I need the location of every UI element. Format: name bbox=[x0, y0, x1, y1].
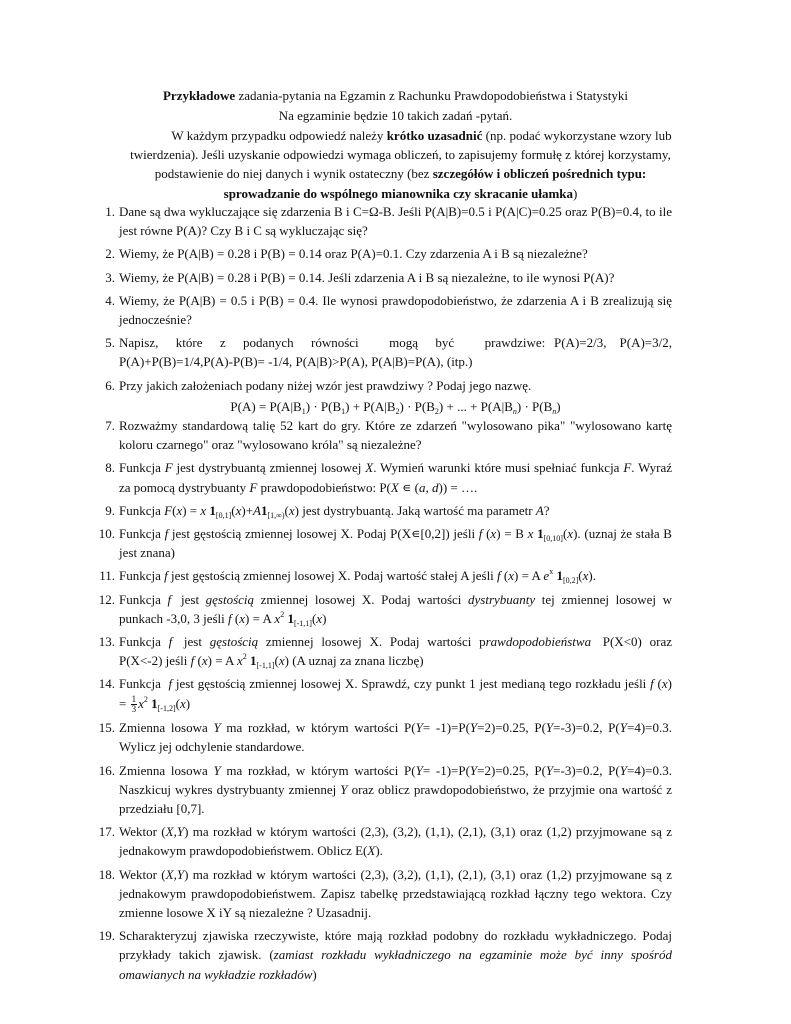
title-rest: zadania-pytania na Egzamin z Rachunku Prawdopodobieństwa i Statystyki bbox=[235, 88, 628, 103]
question-14: 14. Funkcja f jest gęstością zmiennej losowej X. Sprawdź, czy punkt 1 jest medianą tego rozkładu jeśli f (x) = $\frac{1}{3}$ $x^2$ $1_{[-1,2]}(x)$ bbox=[98, 676, 672, 715]
question-16: 16. Zmienna losowa Y ma rozkład, w którym wartości P(Y= -1)=P(Y=2)=0.25, P(Y=-3)=0.2, P(Y=4)=0.3. Naszkicuj wykres dystrybuanty zmiennej Y oraz oblicz prawdopodobieństwo, że przyjmie ona wartość z przedziału [0,7]. bbox=[98, 762, 672, 816]
question-4: 4. Wiemy, że P(A|B) = 0.5 i P(B) = 0.4. Ile wynosi prawdopodobieństwo, że zdarzenia A i B zrealizują się jednocześnie? bbox=[105, 292, 672, 328]
question-15: 15. Zmienna losowa Y ma rozkład, w którym wartości P(Y= -1)=P(Y=2)=0.25, P(Y=-3)=0.2, P(Y=4)=0.3. Wylicz jej odchylenie standardowe. bbox=[98, 720, 672, 755]
page-title bbox=[0, 86, 791, 105]
question-6: 6. Przy jakich założeniach podany niżej wzór jest prawdziwy ? Podaj jego nazwę. $P(A) = P(A|B_1) \cdot P(B_1) + P(A|B_2) \cdot P(B_2)$ + ... + $P(A|B_n) \cdot P(B_n)$ bbox=[119, 376, 672, 416]
question-1: 1. Dane są dwa wykluczające się zdarzenia B i C=Ω-B. Jeśli P(A|B)=0.5 i P(A|C)=0.25 oraz P(B)=0.4, to ile jest równe P(A)? Czy B i C są wykluczając się? bbox=[105, 204, 672, 239]
question-8: 8. Funkcja F jest dystrybuantą zmiennej losowej X. Wymień warunki które musi spełniać funkcja F. Wyraź za pomocą dystrybuanty F prawdopodobieństwo: P(X ∊ (a, d)) = …. bbox=[105, 460, 672, 495]
question-17: 17. Wektor (X,Y) ma rozkład w którym wartości (2,3), (3,2), (1,1), (2,1), (3,1) oraz (1,2) przyjmowane są z jednakowym prawdopodobieństwem. Oblicz E(X). bbox=[98, 824, 673, 859]
question-3: 3. Wiemy, że P(A|B) = 0.28 i P(B) = 0.14. Jeśli zdarzenia A i B są niezależne, to ile wynosi P(A)? bbox=[105, 269, 615, 285]
question-18: 18. Wektor (X,Y) ma rozkład w którym wartości (2,3), (3,2), (1,1), (2,1), (3,1) oraz (1,2) przyjmowane są z jednakowym prawdopodobieństwem. Zapisz tabelkę przedstawiającą rozkład łączny tego wektora. Czy zmienne losowe X iY są niezależne ? Uzasadnij. bbox=[98, 866, 673, 921]
fraction-one-third: $\frac{1}{3}$ bbox=[131, 694, 137, 715]
question-13: 13. Funkcja f jest gęstością zmiennej losowej X. Podaj wartości prawdopodobieństwa P(X<0) oraz P(X<-2) jeśli f (x) = A $x^2$ $1_{[-1,1]}(x)$ (A uznaj za znana liczbę) bbox=[98, 634, 676, 671]
question-19: 19. Scharakteryzuj zjawiska rzeczywiste, które mają rozkład podobny do rozkładu wykładniczego. Podaj przykłady takich zjawisk. (zamiast rozkładu wykładniczego na egzaminie może być inny spośród omawianych na wykładzie rozkładów) bbox=[98, 928, 672, 982]
page-subtitle: Na egzaminie będzie 10 takich zadań -pytań. bbox=[278, 108, 513, 123]
questions-list bbox=[98, 202, 676, 984]
question-9: 9. Funkcja F(x) = x $1_{[0,1]}(x)+A1_{[1,\infty)}(x)$ jest dystrybuantą. Jaką wartość ma parametr A? bbox=[105, 502, 550, 520]
question-10: 10. Funkcja f jest gęstością zmiennej losowej X. Podaj P(X∊[0,2]) jeśli f (x) = B x $1_{[0,10]}(x)$. (uznaj że stała B jest znana) bbox=[98, 526, 672, 561]
instructions-paragraph: W każdym przypadku odpowiedź należy krótko uzasadnić (np. podać wykorzystane wzory lub twierdzenia). Jeśli uzyskanie odpowiedzi wymaga obliczeń, to zapisujemy formułę z której korzystamy, podstawienie do niej danych i wynik ostateczny (bez szczegółów i obliczeń pośrednich typu: sprowadzanie do wspólnego mianownika czy skracanie ułamka) bbox=[130, 128, 672, 201]
question-5: 5. Napisz, które z podanych równości mogą być prawdziwe: P(A)=2/3, P(A)=3/2, P(A)+P(B)=1/4,P(A)-P(B)= -1/4, P(A|B)>P(A), P(A|B)=P(A), (itp.) bbox=[105, 335, 676, 370]
question-12: 12. Funkcja f jest gęstością zmiennej losowej X. Podaj wartości dystrybuanty tej zmiennej losowej w punkach -3,0, 3 jeśli f (x) = A $x^2$ $1_{[-1,1]}(x)$ bbox=[98, 591, 676, 628]
question-11: 11. Funkcja f jest gęstością zmiennej losowej X. Podaj wartość stałej A jeśli f (x) = A $e^x$ $1_{[0,2]}(x)$. bbox=[99, 567, 596, 586]
title-bold: Przykładowe bbox=[162, 88, 236, 103]
question-2: 2. Wiemy, że P(A|B) = 0.28 i P(B) = 0.14 oraz P(A)=0.1. Czy zdarzenia A i B są niezależne? bbox=[105, 246, 588, 262]
question-7: 7. Rozważmy standardową talię 52 kart do gry. Które ze zdarzeń "wylosowano pika" "wylosowano kartę koloru czarnego" oraz "wylosowano króla" są niezależne? bbox=[105, 418, 672, 453]
total-probability-formula: $P(A) = P(A|B_1) \cdot P(B_1) + P(A|B_2) \cdot P(B_2)$ + ... + $P(A|B_n) \cdot P(B_n)$ bbox=[230, 398, 561, 416]
